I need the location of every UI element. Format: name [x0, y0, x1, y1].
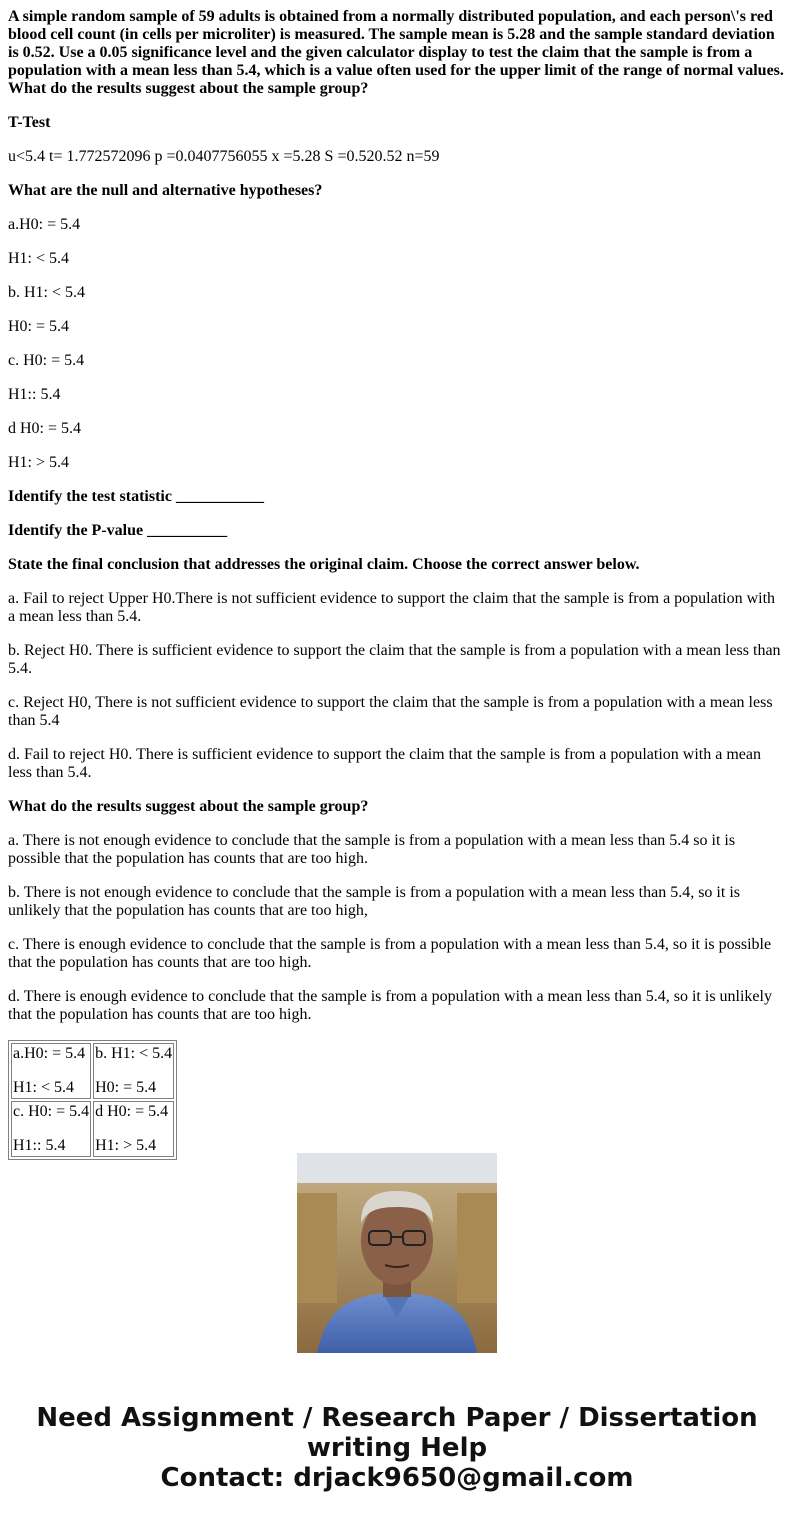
- suggestion-option: d. There is enough evidence to conclude that the sample is from a population with a mean less than 5.4, so it is unlikely that the population has counts that are too high.: [8, 988, 772, 1023]
- conclusion-option: a. Fail to reject Upper H0.There is not sufficient evidence to support the claim that the sample is from a population with a mean less than 5.4.: [8, 590, 776, 625]
- conclusion-option: d. Fail to reject H0. There is sufficient evidence to support the claim that the sample is from a population with a mean less than 5.4.: [8, 746, 761, 781]
- hypothesis-line: c. H0: = 5.4: [8, 352, 85, 369]
- table-cell-line: H0: = 5.4: [95, 1079, 157, 1096]
- table-cell-line: H1: < 5.4: [13, 1079, 75, 1096]
- table-cell-c: [11, 1101, 91, 1157]
- answer-table-clip: [8, 1040, 188, 1154]
- suggestion-option: c. There is enough evidence to conclude that the sample is from a population with a mean less than 5.4, so it is possible that the population has counts that are too high.: [8, 936, 772, 971]
- hypothesis-line: d H0: = 5.4: [8, 420, 82, 437]
- promo-line-1: Need Assignment / Research Paper / Dissertation: [36, 1403, 758, 1433]
- tutor-portrait-icon: [297, 1153, 497, 1353]
- hypothesis-line: H0: = 5.4: [8, 318, 70, 335]
- test-statistic-prompt: Identify the test statistic ___________: [8, 488, 264, 505]
- hypothesis-line: a.H0: = 5.4: [8, 216, 81, 233]
- table-cell-line: d H0: = 5.4: [95, 1103, 169, 1120]
- conclusion-option: c. Reject H0, There is not sufficient evidence to support the claim that the sample is from a population with a mean less than 5.4: [8, 694, 773, 729]
- hypothesis-line: H1: > 5.4: [8, 454, 70, 471]
- p-value-prompt: Identify the P-value __________: [8, 522, 228, 539]
- suggestion-heading: What do the results suggest about the sample group?: [8, 798, 369, 815]
- ttest-heading: T-Test: [8, 114, 51, 131]
- tutor-photo: [297, 1153, 497, 1353]
- conclusion-option: b. Reject H0. There is sufficient evidence to support the claim that the sample is from a population with a mean less than 5.4.: [8, 642, 781, 677]
- promo-contact: Contact: drjack9650@gmail.com: [160, 1463, 634, 1493]
- table-cell-line: a.H0: = 5.4: [13, 1045, 86, 1062]
- hypothesis-line: H1:: 5.4: [8, 386, 61, 403]
- promo-line-2: writing Help: [306, 1433, 488, 1463]
- suggestion-option: b. There is not enough evidence to conclude that the sample is from a population with a mean less than 5.4, so it is unlikely that the population has counts that are too high,: [8, 884, 740, 919]
- question-prompt: A simple random sample of 59 adults is obtained from a normally distributed population, and each person\'s red blood cell count (in cells per microliter) is measured. The sample mean is 5.28 and the sample standard deviation is 0.52. Use a 0.05 significance level and the given calculator display to test the claim that the sample is from a population with a mean less than 5.4, which is a value often used for the upper limit of the range of normal values. What do the results suggest about the sample group?: [8, 8, 784, 97]
- ttest-values: u<5.4 t= 1.772572096 p =0.0407756055 x =5.28 S =0.520.52 n=59: [8, 148, 440, 165]
- promo-banner: [0, 1403, 794, 1493]
- table-cell-line: c. H0: = 5.4: [13, 1103, 90, 1120]
- table-row: [11, 1101, 174, 1157]
- conclusion-heading: State the final conclusion that addresses the original claim. Choose the correct answer below.: [8, 556, 640, 573]
- answer-table: [8, 1040, 177, 1160]
- table-row: [11, 1043, 174, 1099]
- table-cell-d: [93, 1101, 174, 1157]
- table-cell-line: b. H1: < 5.4: [95, 1045, 173, 1062]
- hypotheses-heading: What are the null and alternative hypotheses?: [8, 182, 323, 199]
- table-cell-line: H1: > 5.4: [95, 1137, 157, 1154]
- table-cell-b: [93, 1043, 174, 1099]
- table-cell-a: [11, 1043, 91, 1099]
- table-cell-line: H1:: 5.4: [13, 1137, 66, 1154]
- hypothesis-line: b. H1: < 5.4: [8, 284, 86, 301]
- suggestion-option: a. There is not enough evidence to conclude that the sample is from a population with a mean less than 5.4 so it is possible that the population has counts that are too high.: [8, 832, 736, 867]
- hypothesis-line: H1: < 5.4: [8, 250, 70, 267]
